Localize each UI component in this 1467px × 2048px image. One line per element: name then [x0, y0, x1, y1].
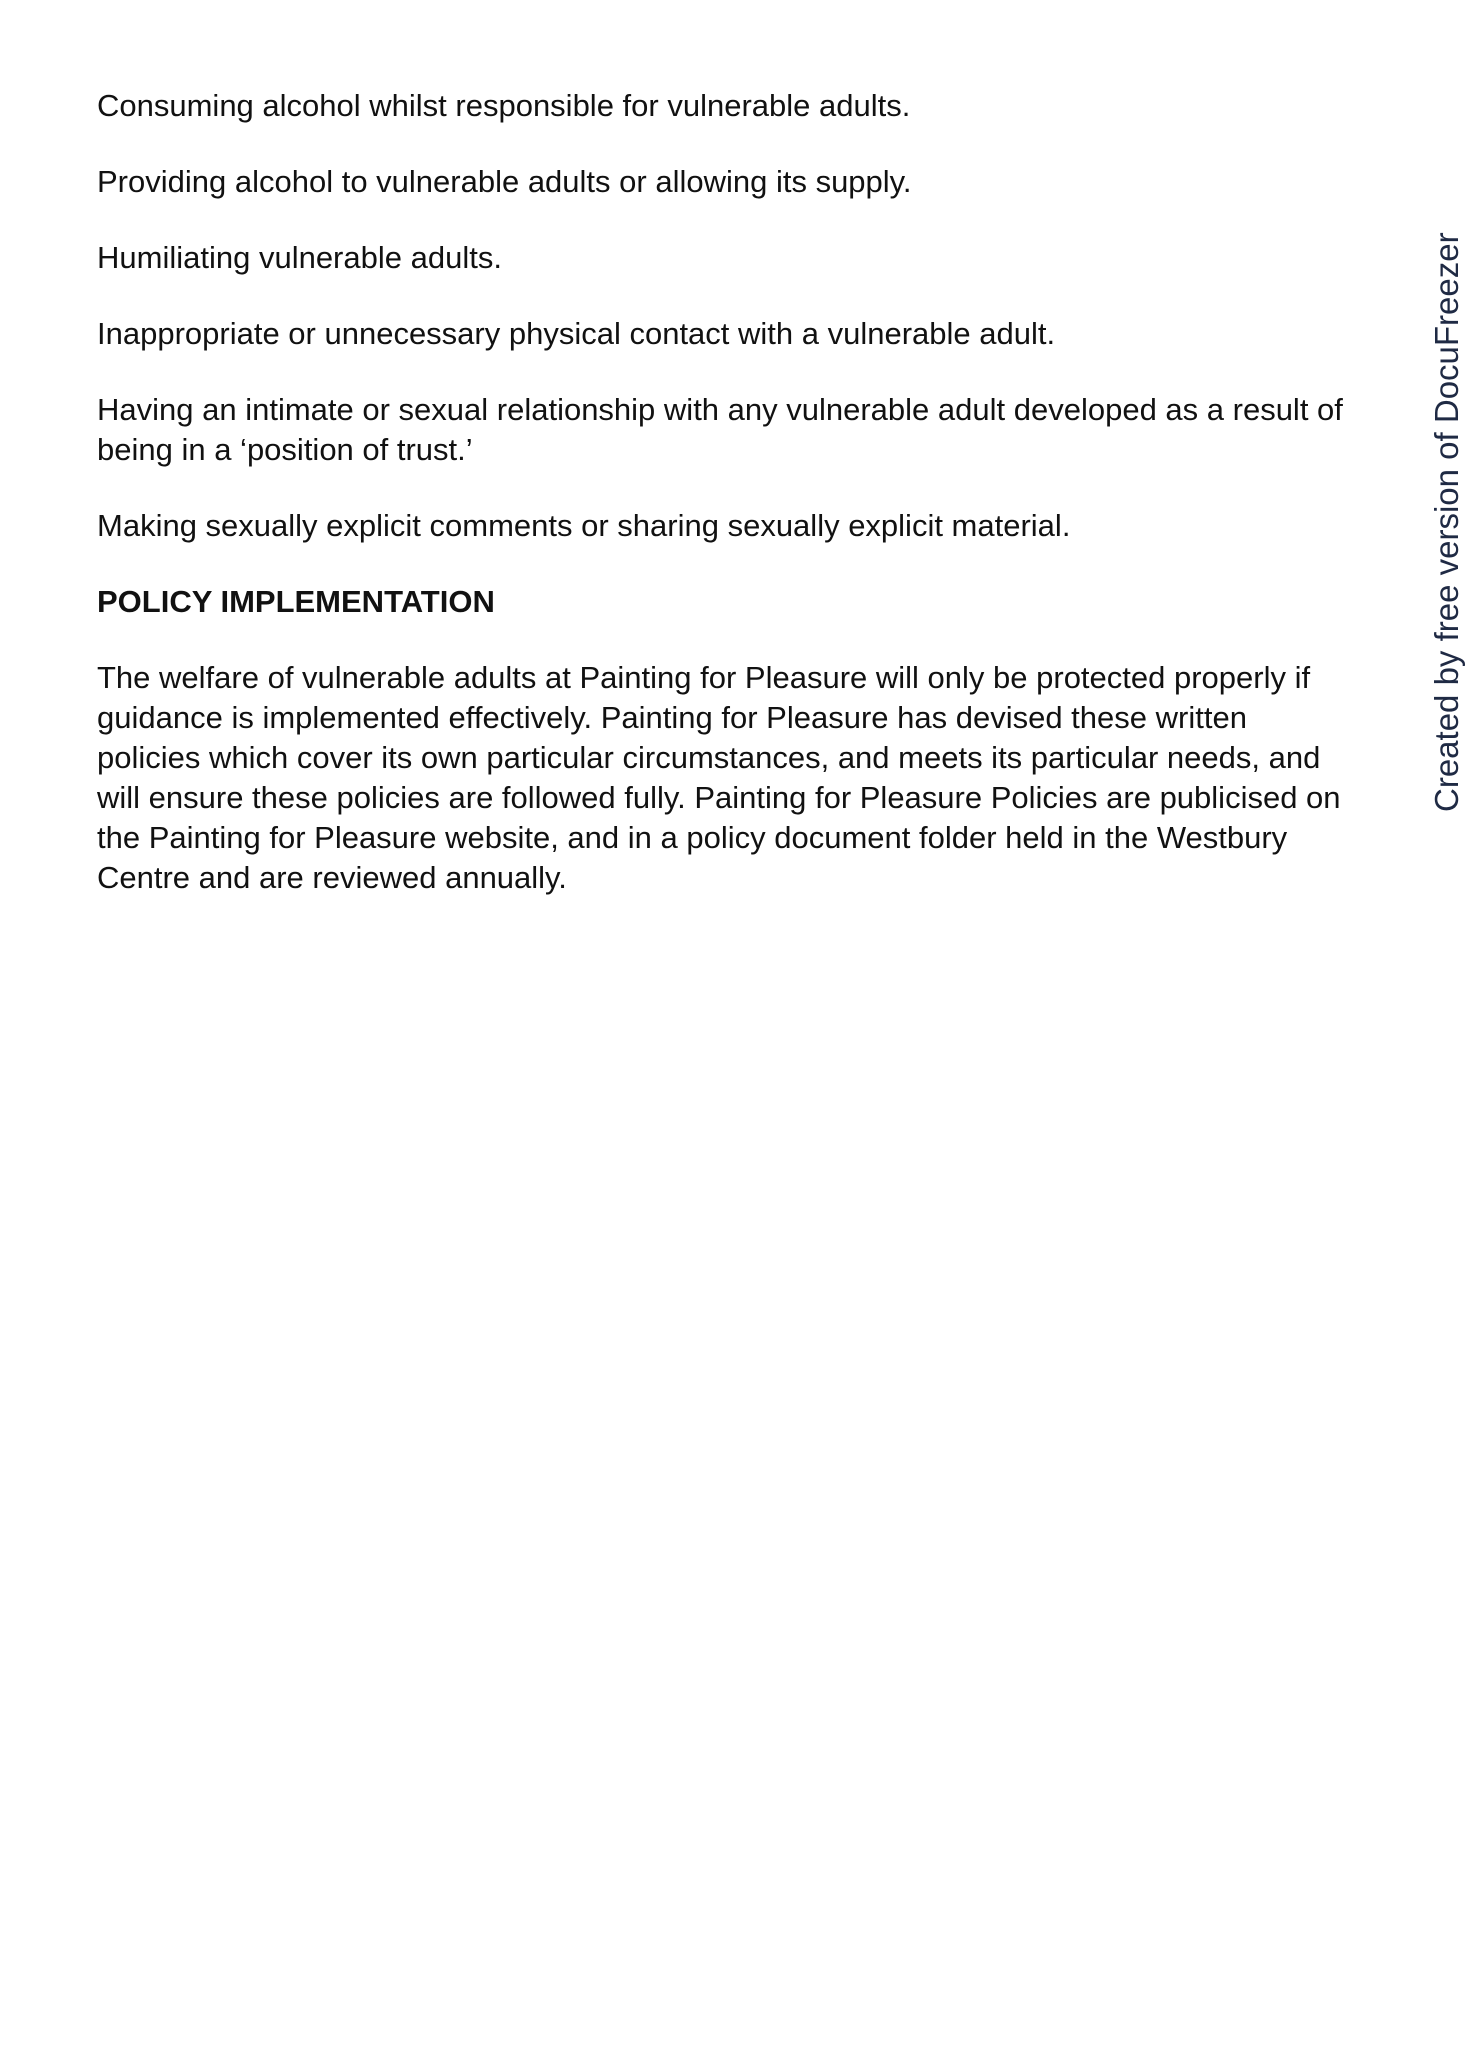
- paragraph-alcohol-consumption: Consuming alcohol whilst responsible for vulnerable adults.: [97, 88, 911, 123]
- paragraph-physical-contact: Inappropriate or unnecessary physical contact with a vulnerable adult.: [97, 316, 1056, 351]
- paragraph-humiliation: Humiliating vulnerable adults.: [97, 240, 502, 275]
- section-heading-policy-implementation: POLICY IMPLEMENTATION: [97, 584, 495, 619]
- paragraph-explicit-material: Making sexually explicit comments or sharing sexually explicit material.: [97, 508, 1071, 543]
- paragraph-policy-implementation: The welfare of vulnerable adults at Painting for Pleasure will only be protected properly if guidance is implemented effectively. Painting for Pleasure has devised these written policies which cover its own particular circumstances, and meets its particular needs, and will ensure these policies are followed fully. Painting for Pleasure Policies are publicised on the Painting for Pleasure website, and in a policy document folder held in the Westbury Centre and are reviewed annually.: [97, 660, 1341, 895]
- document-body: [97, 86, 1355, 934]
- paragraph-alcohol-supply: Providing alcohol to vulnerable adults or allowing its supply.: [97, 164, 912, 199]
- paragraph-position-of-trust: Having an intimate or sexual relationship with any vulnerable adult developed as a result of being in a ‘position of trust.’: [97, 392, 1343, 467]
- docufreezer-watermark: Created by free version of DocuFreezer: [1428, 232, 1465, 812]
